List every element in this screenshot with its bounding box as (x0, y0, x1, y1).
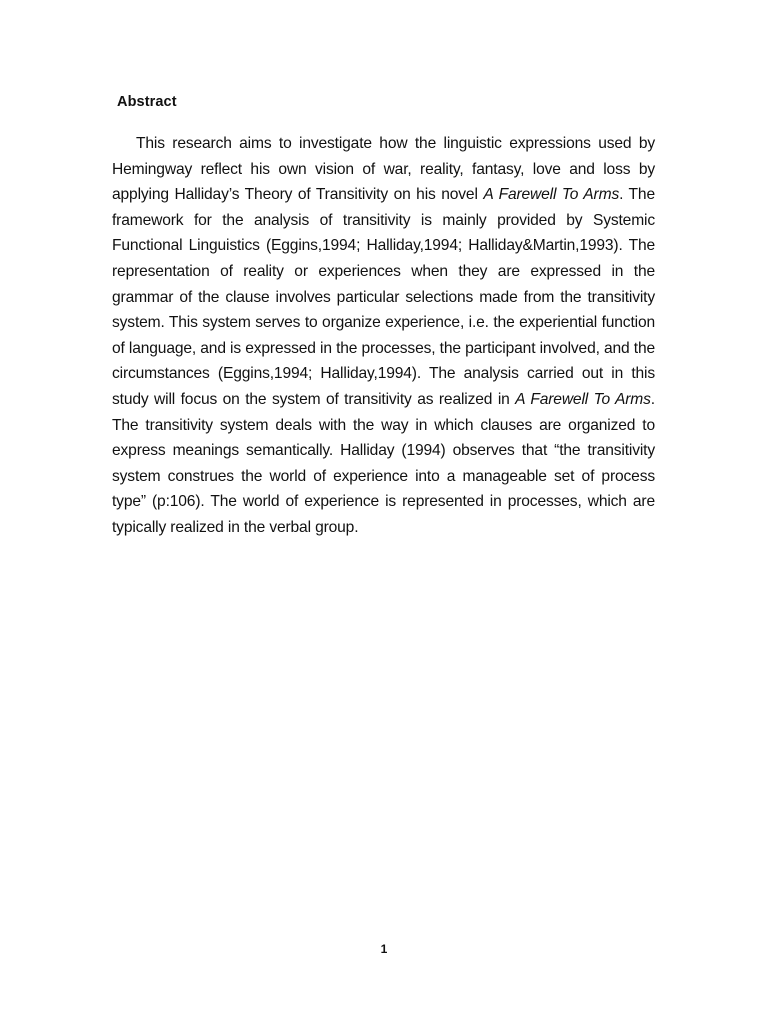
book-title-italic: A Farewell To Arms (515, 390, 651, 408)
abstract-heading: Abstract (117, 94, 177, 110)
book-title-italic: A Farewell To Arms (483, 186, 620, 204)
paragraph-segment: This research aims to investigate how the linguistic expressions used by Hemingway reflect his own vision of war, reality, fantasy, love and loss by applying Halliday’s Theory of Transitivity on his novel (112, 135, 655, 204)
page-number: 1 (380, 942, 388, 956)
abstract-paragraph (112, 131, 655, 541)
paragraph-segment: . The framework for the analysis of transitivity is mainly provided by Systemic Functional Linguistics (Eggins,1994; Halliday,1994; Halliday&Martin,1993). The representation of reality or experiences when they are expressed in the grammar of the clause involves particular selections made from the transitivity system. This system serves to organize experience, i.e. the experiential function of language, and is expressed in the processes, the participant involved, and the circumstances (Eggins,1994; Halliday,1994). The analysis carried out in this study will focus on the system of transitivity as realized in (112, 186, 655, 408)
paragraph-segment: . The transitivity system deals with the way in which clauses are organized to express meanings semantically. Halliday (1994) observes that “the transitivity system construes the world of experience into a manageable set of process type” (p:106). The world of experience is represented in processes, which are typically realized in the verbal group. (112, 390, 655, 536)
